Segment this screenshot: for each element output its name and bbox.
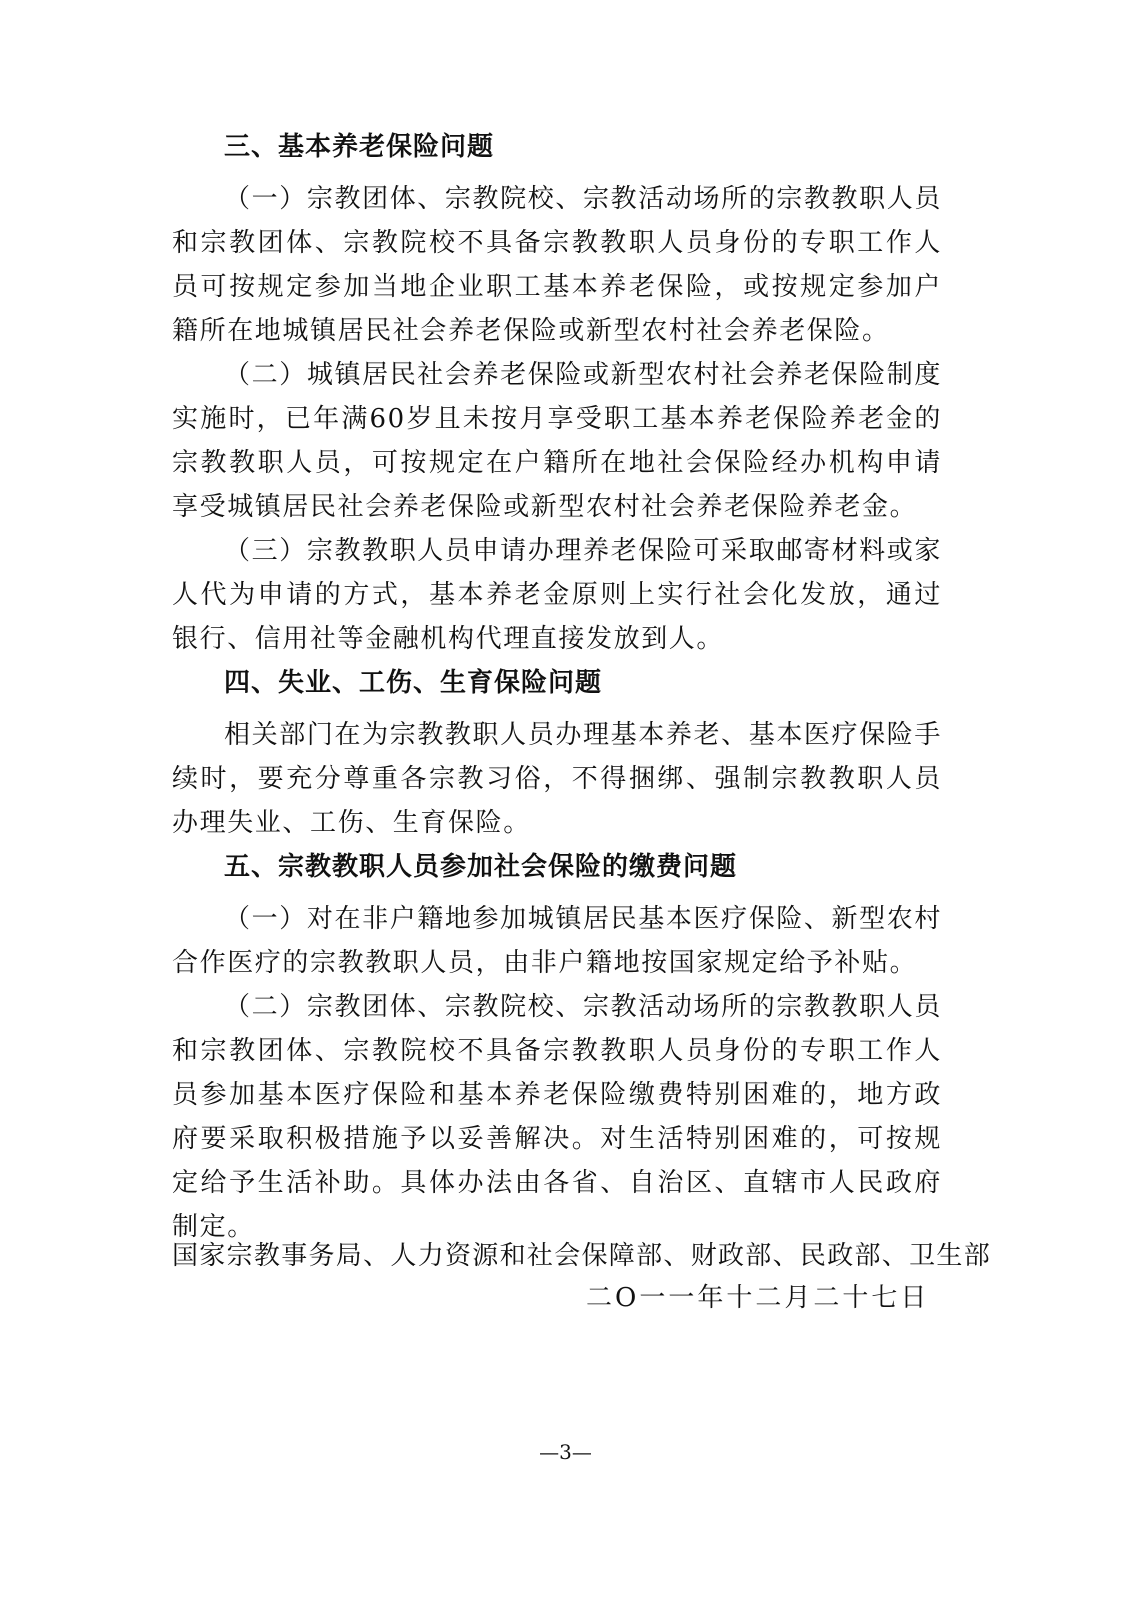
paragraph: （一）对在非户籍地参加城镇居民基本医疗保险、新型农村合作医疗的宗教教职人员，由非户籍地按国家规定给予补贴。 bbox=[172, 904, 942, 978]
document-body bbox=[172, 125, 942, 1249]
section-heading: 四、失业、工伤、生育保险问题 bbox=[224, 668, 603, 698]
paragraph: （二）城镇居民社会养老保险或新型农村社会养老保险制度实施时，已年满60岁且未按月享受职工基本养老保险养老金的宗教教职人员，可按规定在户籍所在地社会保险经办机构申请享受城镇居民社会养老保险或新型农村社会养老保险养老金。 bbox=[172, 360, 942, 522]
page-number: —3— bbox=[539, 1440, 592, 1464]
section-heading: 三、基本养老保险问题 bbox=[224, 132, 495, 162]
paragraph: 相关部门在为宗教教职人员办理基本养老、基本医疗保险手续时，要充分尊重各宗教习俗，不得捆绑、强制宗教教职人员办理失业、工伤、生育保险。 bbox=[172, 720, 942, 838]
paragraph: （一）宗教团体、宗教院校、宗教活动场所的宗教教职人员和宗教团体、宗教院校不具备宗教教职人员身份的专职工作人员可按规定参加当地企业职工基本养老保险，或按规定参加户籍所在地城镇居民社会养老保险或新型农村社会养老保险。 bbox=[172, 184, 942, 346]
issue-date: 二O一一年十二月二十七日 bbox=[586, 1283, 930, 1313]
paragraph: （三）宗教教职人员申请办理养老保险可采取邮寄材料或家人代为申请的方式，基本养老金原则上实行社会化发放，通过银行、信用社等金融机构代理直接发放到人。 bbox=[172, 536, 942, 654]
paragraph: （二）宗教团体、宗教院校、宗教活动场所的宗教教职人员和宗教团体、宗教院校不具备宗教教职人员身份的专职工作人员参加基本医疗保险和基本养老保险缴费特别困难的，地方政府要采取积极措施予以妥善解决。对生活特别困难的，可按规定给予生活补助。具体办法由各省、自治区、直辖市人民政府制定。 bbox=[172, 992, 942, 1242]
section-heading: 五、宗教教职人员参加社会保险的缴费问题 bbox=[224, 852, 738, 882]
issuing-authorities: 国家宗教事务局、人力资源和社会保障部、财政部、民政部、卫生部 bbox=[172, 1241, 992, 1271]
